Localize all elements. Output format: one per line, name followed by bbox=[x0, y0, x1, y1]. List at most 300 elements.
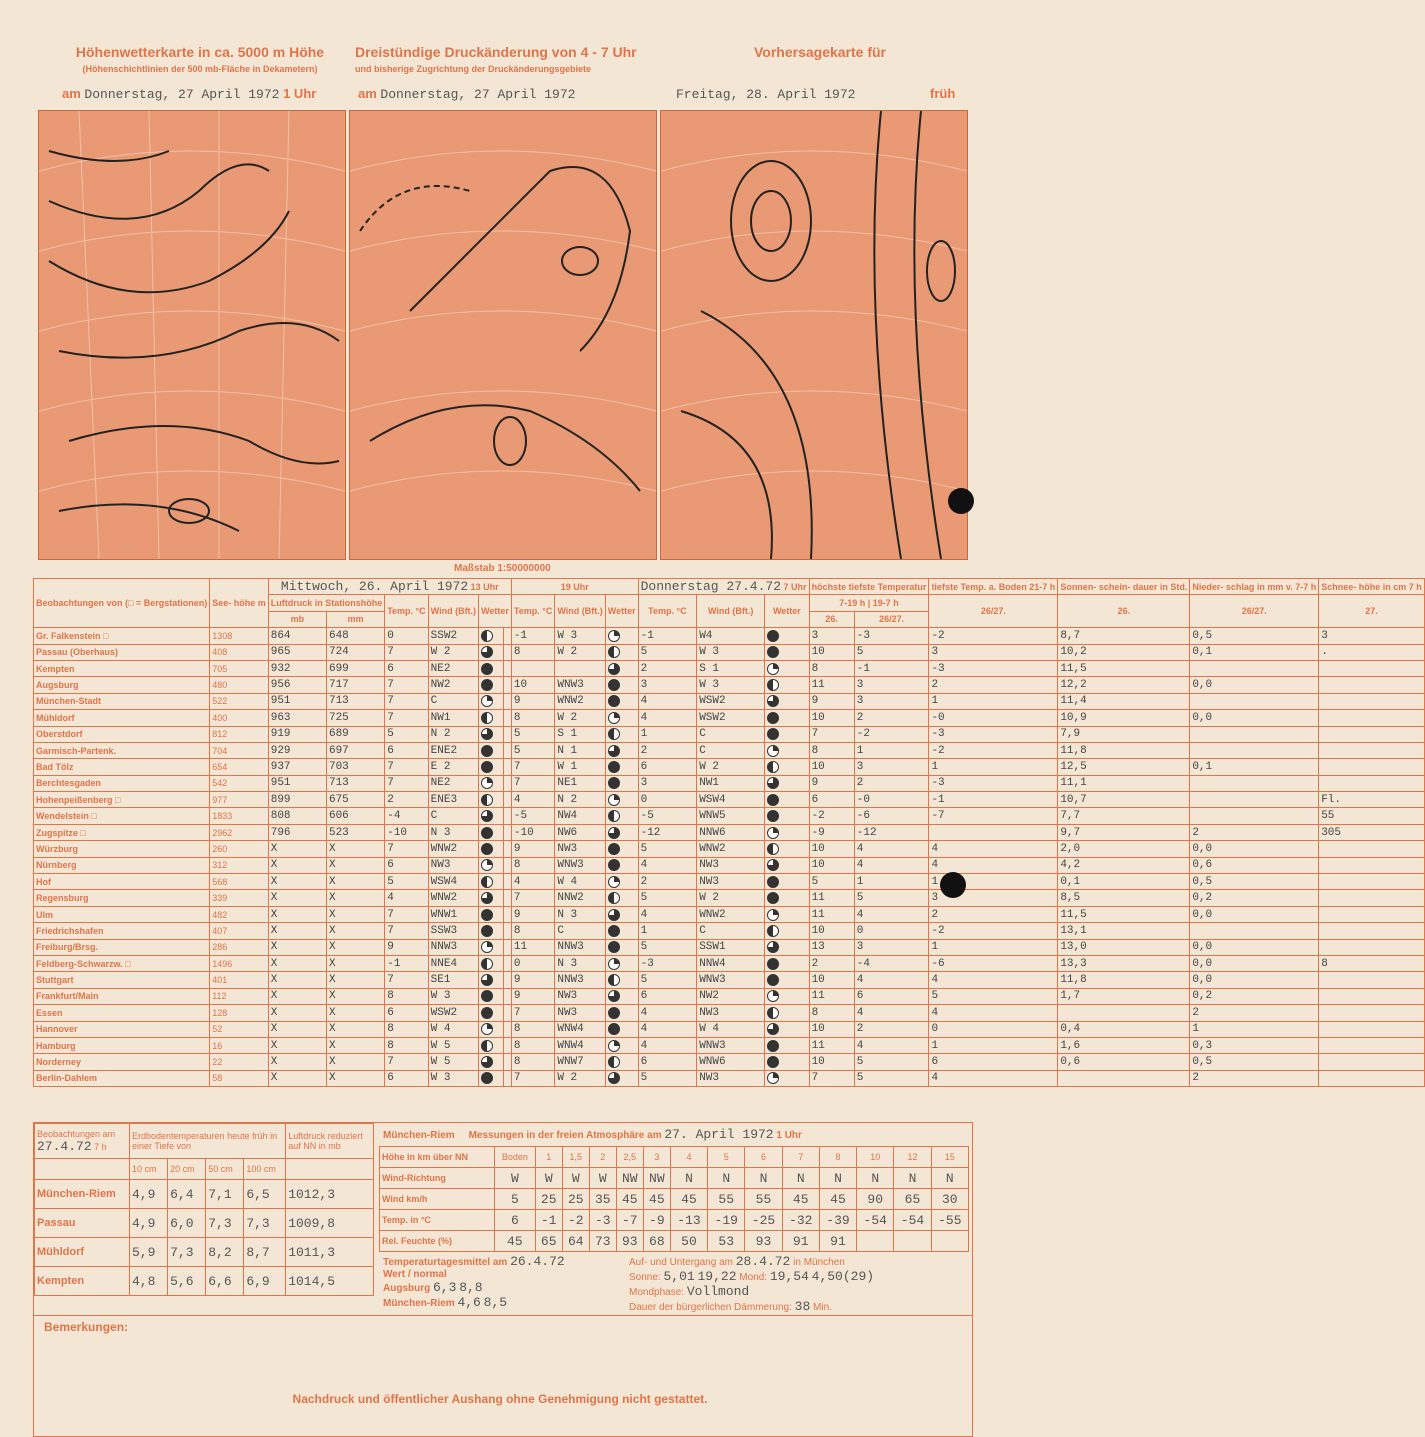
weather-symbol-icon bbox=[608, 794, 620, 806]
weather-symbol-icon bbox=[767, 925, 779, 937]
soil-value: 8,7 bbox=[244, 1238, 286, 1267]
cell: 5 bbox=[854, 1054, 929, 1070]
weather-symbol-cell bbox=[765, 742, 809, 758]
cell: 963 bbox=[268, 710, 326, 726]
cell bbox=[504, 988, 511, 1004]
table-row bbox=[34, 841, 1425, 857]
cell: NW3 bbox=[555, 1005, 605, 1021]
table-row bbox=[34, 923, 1425, 939]
day1-date: Mittwoch, 26. April 1972 bbox=[280, 579, 469, 595]
cell: -2 bbox=[929, 923, 1058, 939]
aero-row-label: Wind km/h bbox=[380, 1189, 495, 1210]
weather-symbol-icon bbox=[608, 925, 620, 937]
cell: NW3 bbox=[697, 1070, 765, 1086]
cell: 4 bbox=[511, 792, 554, 808]
col-wind-13: Wind (Bft.) bbox=[428, 595, 478, 628]
aero-value: 45 bbox=[643, 1189, 670, 1210]
cell bbox=[504, 841, 511, 857]
cell: S 1 bbox=[555, 726, 605, 742]
cell bbox=[1190, 693, 1319, 709]
weather-symbol-cell bbox=[479, 1070, 504, 1086]
cell: 4 bbox=[638, 1037, 697, 1053]
cell: 3 bbox=[854, 759, 929, 775]
station-name: Hamburg bbox=[34, 1037, 210, 1053]
cell bbox=[1190, 726, 1319, 742]
cell: N 3 bbox=[555, 906, 605, 922]
cell: 6 bbox=[638, 1054, 697, 1070]
cell bbox=[1319, 988, 1425, 1004]
weather-symbol-cell bbox=[605, 808, 638, 824]
weather-symbol-icon bbox=[481, 909, 493, 921]
depth-50: 50 cm bbox=[206, 1159, 244, 1180]
col-wetter-7: Wetter bbox=[765, 595, 809, 628]
weather-symbol-cell bbox=[605, 824, 638, 840]
weather-symbol-cell bbox=[479, 972, 504, 988]
cell: 2 bbox=[638, 874, 697, 890]
weather-symbol-icon bbox=[767, 990, 779, 1002]
cell: 2 bbox=[854, 775, 929, 791]
weather-symbol-cell bbox=[765, 710, 809, 726]
soil-value: 1012,3 bbox=[286, 1180, 374, 1209]
weather-symbol-icon bbox=[608, 941, 620, 953]
aero-value: 53 bbox=[708, 1231, 745, 1252]
aero-value: 12 bbox=[894, 1147, 931, 1168]
cell: WNW2 bbox=[697, 841, 765, 857]
cell: NNW2 bbox=[555, 890, 605, 906]
soil-value: 7,1 bbox=[206, 1180, 244, 1209]
cell: 0,6 bbox=[1058, 1054, 1190, 1070]
weather-symbol-cell bbox=[605, 644, 638, 660]
cell bbox=[1319, 775, 1425, 791]
cell: 2 bbox=[1190, 1005, 1319, 1021]
cell: 10 bbox=[809, 841, 854, 857]
cell: 11,8 bbox=[1058, 742, 1190, 758]
weather-symbol-icon bbox=[481, 990, 493, 1002]
weather-symbol-cell bbox=[605, 939, 638, 955]
cell: 951 bbox=[268, 693, 326, 709]
cell: 9 bbox=[385, 939, 428, 955]
tmean-wert: Wert bbox=[383, 1269, 406, 1280]
cell: -3 bbox=[929, 726, 1058, 742]
weather-symbol-cell bbox=[479, 1021, 504, 1037]
cell: X bbox=[268, 1054, 326, 1070]
cell: 9 bbox=[511, 972, 554, 988]
soil-row bbox=[35, 1180, 374, 1209]
cell: 7 bbox=[511, 759, 554, 775]
cell: 8 bbox=[511, 857, 554, 873]
cell: 8 bbox=[511, 710, 554, 726]
weather-symbol-cell bbox=[765, 1054, 809, 1070]
weather-symbol-cell bbox=[479, 628, 504, 644]
aero-value: 4 bbox=[670, 1147, 707, 1168]
cell: 2 bbox=[1190, 1070, 1319, 1086]
weather-symbol-icon bbox=[481, 695, 493, 707]
weather-symbol-icon bbox=[608, 859, 620, 871]
aero-value: Boden bbox=[495, 1147, 536, 1168]
cell bbox=[1190, 660, 1319, 676]
cell: 5 bbox=[511, 742, 554, 758]
cell: X bbox=[326, 1070, 384, 1086]
cell: 3 bbox=[854, 939, 929, 955]
weather-symbol-cell bbox=[479, 644, 504, 660]
cell: 10 bbox=[809, 923, 854, 939]
weather-symbol-cell bbox=[479, 874, 504, 890]
soil-value: 6,6 bbox=[206, 1267, 244, 1296]
punch-hole-bottom bbox=[940, 872, 966, 898]
weather-symbol-cell bbox=[765, 677, 809, 693]
cell: 2 bbox=[638, 742, 697, 758]
weather-symbol-cell bbox=[605, 1021, 638, 1037]
col-mb: mb bbox=[268, 611, 326, 627]
cell bbox=[1319, 660, 1425, 676]
cell: 812 bbox=[210, 726, 269, 742]
aero-value: N bbox=[708, 1168, 745, 1189]
aero-value: 65 bbox=[535, 1231, 562, 1252]
cell: -3 bbox=[638, 955, 697, 971]
cell: 7 bbox=[809, 1070, 854, 1086]
date-3: Freitag, 28. April 1972 bbox=[676, 87, 856, 102]
cell: 5 bbox=[854, 1070, 929, 1086]
aero-value: 45 bbox=[819, 1189, 856, 1210]
weather-symbol-icon bbox=[608, 827, 620, 839]
date-line-2 bbox=[358, 86, 575, 102]
sun-set: 19,22 bbox=[697, 1269, 737, 1284]
cell: 5 bbox=[638, 939, 697, 955]
table-row bbox=[34, 874, 1425, 890]
cell: 3 bbox=[809, 628, 854, 644]
weather-symbol-cell bbox=[479, 939, 504, 955]
weather-symbol-cell bbox=[479, 726, 504, 742]
weather-symbol-icon bbox=[608, 990, 620, 1002]
cell: 4 bbox=[638, 710, 697, 726]
aero-value: 7 bbox=[782, 1147, 819, 1168]
weather-symbol-icon bbox=[608, 630, 620, 642]
cell bbox=[1319, 1005, 1425, 1021]
weather-symbol-cell bbox=[605, 841, 638, 857]
cell: 6 bbox=[638, 988, 697, 1004]
cell: NW1 bbox=[697, 775, 765, 791]
weather-symbol-cell bbox=[479, 1054, 504, 1070]
weather-symbol-icon bbox=[767, 679, 779, 691]
cell: 9,7 bbox=[1058, 824, 1190, 840]
cell: X bbox=[326, 1005, 384, 1021]
aero-value: 3 bbox=[643, 1147, 670, 1168]
cell: 12,2 bbox=[1058, 677, 1190, 693]
cell: 5 bbox=[638, 972, 697, 988]
dusk: 38 bbox=[794, 1299, 811, 1314]
weather-symbol-icon bbox=[608, 974, 620, 986]
aero-value: 2 bbox=[589, 1147, 616, 1168]
cell: W 2 bbox=[697, 759, 765, 775]
cell: 7,7 bbox=[1058, 808, 1190, 824]
cell: SSW1 bbox=[697, 939, 765, 955]
soil-hdr1-label: Beobachtungen am bbox=[37, 1128, 116, 1139]
aero-value: 1 bbox=[535, 1147, 562, 1168]
weather-symbol-cell bbox=[479, 857, 504, 873]
soil-block bbox=[34, 1123, 374, 1313]
weather-symbol-cell bbox=[605, 1070, 638, 1086]
weather-symbol-cell bbox=[605, 693, 638, 709]
cell: 704 bbox=[210, 742, 269, 758]
aero-value: N bbox=[931, 1168, 968, 1189]
weather-symbol-cell bbox=[765, 644, 809, 660]
remarks-label: Bemerkungen: bbox=[44, 1320, 129, 1334]
cell: 0,3 bbox=[1190, 1037, 1319, 1053]
soil-value: 5,9 bbox=[130, 1238, 168, 1267]
weather-symbol-cell bbox=[605, 890, 638, 906]
weather-symbol-cell bbox=[605, 906, 638, 922]
aero-header bbox=[379, 1123, 969, 1146]
sun-date: 28.4.72 bbox=[735, 1254, 791, 1269]
cell bbox=[504, 1005, 511, 1021]
table-row bbox=[34, 1005, 1425, 1021]
cell: 0,1 bbox=[1058, 874, 1190, 890]
cell: -2 bbox=[929, 628, 1058, 644]
cell: 9 bbox=[809, 775, 854, 791]
cell bbox=[1190, 792, 1319, 808]
cell: 654 bbox=[210, 759, 269, 775]
weather-symbol-icon bbox=[767, 646, 779, 658]
table-row bbox=[34, 1070, 1425, 1086]
cell bbox=[504, 1070, 511, 1086]
aero-value: 30 bbox=[931, 1189, 968, 1210]
cell: 482 bbox=[210, 906, 269, 922]
cell: E 2 bbox=[428, 759, 478, 775]
cell: C bbox=[428, 693, 478, 709]
aero-row bbox=[380, 1147, 969, 1168]
aero-value: 1,5 bbox=[562, 1147, 589, 1168]
cell bbox=[504, 759, 511, 775]
cell bbox=[1319, 726, 1425, 742]
cell: 8 bbox=[385, 988, 428, 1004]
soil-value: 1009,8 bbox=[286, 1209, 374, 1238]
remarks-box bbox=[33, 1314, 973, 1437]
weather-symbol-icon bbox=[481, 679, 493, 691]
forecast-title: Vorhersagekarte für bbox=[753, 44, 886, 60]
cell: 8 bbox=[809, 742, 854, 758]
aero-value: -54 bbox=[857, 1210, 894, 1231]
aero-value: 25 bbox=[562, 1189, 589, 1210]
cell: 0,5 bbox=[1190, 628, 1319, 644]
cell: 2 bbox=[1190, 824, 1319, 840]
weather-symbol-cell bbox=[479, 742, 504, 758]
am-label-2: am bbox=[358, 86, 377, 101]
weather-symbol-cell bbox=[765, 1005, 809, 1021]
aero-value: -7 bbox=[616, 1210, 643, 1231]
aero-value: 45 bbox=[670, 1189, 707, 1210]
cell: W 3 bbox=[697, 644, 765, 660]
weather-symbol-cell bbox=[765, 972, 809, 988]
aero-value: 55 bbox=[745, 1189, 782, 1210]
cell: 1 bbox=[929, 1037, 1058, 1053]
cell: WNW2 bbox=[428, 841, 478, 857]
cell: 1 bbox=[638, 923, 697, 939]
weather-symbol-icon bbox=[608, 1040, 620, 1052]
cell: 6 bbox=[385, 1005, 428, 1021]
cell: 0,1 bbox=[1190, 759, 1319, 775]
soil-value: 7,3 bbox=[168, 1238, 206, 1267]
cell: 3 bbox=[929, 644, 1058, 660]
cell: WNW5 bbox=[697, 808, 765, 824]
aero-value: 2,5 bbox=[616, 1147, 643, 1168]
cell: 12,5 bbox=[1058, 759, 1190, 775]
cell: 8 bbox=[385, 1037, 428, 1053]
frueh-label: früh bbox=[930, 86, 956, 101]
weather-symbol-cell bbox=[479, 792, 504, 808]
col-nieder: Nieder- schlag in mm v. 7-7 h bbox=[1190, 579, 1319, 595]
weather-symbol-icon bbox=[767, 876, 779, 888]
sun-mond: Mond: bbox=[739, 1272, 768, 1283]
weather-symbol-icon bbox=[767, 1072, 779, 1084]
punch-hole-top bbox=[948, 488, 974, 514]
soil-value: 4,9 bbox=[130, 1209, 168, 1238]
weather-symbol-cell bbox=[765, 824, 809, 840]
weather-symbol-cell bbox=[479, 1005, 504, 1021]
aero-value: 65 bbox=[894, 1189, 931, 1210]
col-wind-7: Wind (Bft.) bbox=[697, 595, 765, 628]
cell bbox=[504, 628, 511, 644]
soil-value: 6,4 bbox=[168, 1180, 206, 1209]
weather-symbol-icon bbox=[608, 728, 620, 740]
header-forecast bbox=[700, 44, 940, 60]
cell: 4 bbox=[854, 972, 929, 988]
weather-symbol-cell bbox=[479, 677, 504, 693]
cell: 899 bbox=[268, 792, 326, 808]
cell: 0 bbox=[854, 923, 929, 939]
aero-table bbox=[379, 1146, 969, 1252]
d4: 26. bbox=[1058, 595, 1190, 628]
cell: 1496 bbox=[210, 955, 269, 971]
cell: 480 bbox=[210, 677, 269, 693]
cell: NW2 bbox=[697, 988, 765, 1004]
cell: 0 bbox=[638, 792, 697, 808]
table-row bbox=[34, 988, 1425, 1004]
cell: NNE4 bbox=[428, 955, 478, 971]
tmean-riem-w: 4,6 bbox=[457, 1295, 481, 1310]
weather-symbol-icon bbox=[767, 794, 779, 806]
cell: 13 bbox=[809, 939, 854, 955]
cell: 542 bbox=[210, 775, 269, 791]
weather-symbol-icon bbox=[767, 810, 779, 822]
cell: 7 bbox=[385, 759, 428, 775]
cell: 713 bbox=[326, 775, 384, 791]
cell: NNW3 bbox=[555, 939, 605, 955]
cell: X bbox=[268, 923, 326, 939]
weather-symbol-cell bbox=[605, 628, 638, 644]
cell: 7 bbox=[511, 1070, 554, 1086]
soil-date: 27.4.72 bbox=[37, 1138, 92, 1154]
cell bbox=[504, 1021, 511, 1037]
cell: -10 bbox=[385, 824, 428, 840]
table-row bbox=[34, 939, 1425, 955]
cell: X bbox=[326, 1021, 384, 1037]
cell: NW3 bbox=[555, 988, 605, 1004]
cell: 705 bbox=[210, 660, 269, 676]
weather-symbol-icon bbox=[608, 843, 620, 855]
table-row bbox=[34, 906, 1425, 922]
cell: WNW2 bbox=[697, 906, 765, 922]
cell: 0,0 bbox=[1190, 841, 1319, 857]
cell: 5 bbox=[385, 726, 428, 742]
weather-symbol-icon bbox=[608, 958, 620, 970]
cell: 10 bbox=[511, 677, 554, 693]
date-line-1 bbox=[62, 86, 316, 102]
cell: W 4 bbox=[697, 1021, 765, 1037]
station-name: Kempten bbox=[34, 660, 210, 676]
cell: 4 bbox=[638, 1021, 697, 1037]
date-line-3 bbox=[676, 86, 855, 102]
cell: -1 bbox=[854, 660, 929, 676]
cell: 796 bbox=[268, 824, 326, 840]
table-row bbox=[34, 1037, 1425, 1053]
cell: 9 bbox=[511, 906, 554, 922]
cell: 22 bbox=[210, 1054, 269, 1070]
cell: 10 bbox=[809, 972, 854, 988]
cell: 11 bbox=[511, 939, 554, 955]
weather-symbol-icon bbox=[481, 876, 493, 888]
aero-value: 10 bbox=[857, 1147, 894, 1168]
soil-station: Passau bbox=[35, 1209, 130, 1238]
weather-symbol-icon bbox=[481, 925, 493, 937]
station-name: Hof bbox=[34, 874, 210, 890]
cell: 1 bbox=[1190, 1021, 1319, 1037]
weather-symbol-icon bbox=[608, 810, 620, 822]
cell: X bbox=[326, 874, 384, 890]
cell: 725 bbox=[326, 710, 384, 726]
weather-symbol-icon bbox=[608, 695, 620, 707]
cell bbox=[1319, 874, 1425, 890]
table-row bbox=[34, 628, 1425, 644]
cell: 9 bbox=[511, 693, 554, 709]
weather-symbol-cell bbox=[765, 988, 809, 1004]
cell: 6 bbox=[385, 742, 428, 758]
weather-symbol-cell bbox=[765, 1021, 809, 1037]
aero-value: 91 bbox=[782, 1231, 819, 1252]
cell: 1 bbox=[854, 874, 929, 890]
station-name: Essen bbox=[34, 1005, 210, 1021]
cell: 7 bbox=[385, 775, 428, 791]
aero-row-label: Rel. Feuchte (%) bbox=[380, 1231, 495, 1252]
cell: 4 bbox=[929, 1005, 1058, 1021]
weather-symbol-cell bbox=[479, 693, 504, 709]
weather-symbol-icon bbox=[481, 941, 493, 953]
weather-symbol-cell bbox=[765, 759, 809, 775]
aero-row-label: Höhe in km über NN bbox=[380, 1147, 495, 1168]
cell: 3 bbox=[929, 890, 1058, 906]
soil-value: 4,9 bbox=[130, 1180, 168, 1209]
tmean-aug-w: 6,3 bbox=[433, 1280, 457, 1295]
cell bbox=[511, 660, 554, 676]
cell: NNW3 bbox=[428, 939, 478, 955]
h19-label: 19 Uhr bbox=[511, 579, 638, 595]
table-row bbox=[34, 742, 1425, 758]
cell bbox=[504, 1054, 511, 1070]
cell bbox=[1319, 890, 1425, 906]
cell: 4 bbox=[385, 890, 428, 906]
table-row bbox=[34, 972, 1425, 988]
cell: 4 bbox=[929, 972, 1058, 988]
cell: -0 bbox=[929, 710, 1058, 726]
cell: 4 bbox=[854, 857, 929, 873]
cell: -10 bbox=[511, 824, 554, 840]
pressure-change-map bbox=[349, 110, 657, 560]
depth-100: 100 cm bbox=[244, 1159, 286, 1180]
d3: 26/27. bbox=[929, 595, 1058, 628]
cell bbox=[1319, 923, 1425, 939]
table-row bbox=[34, 693, 1425, 709]
cell bbox=[1190, 775, 1319, 791]
cell: 7 bbox=[511, 775, 554, 791]
